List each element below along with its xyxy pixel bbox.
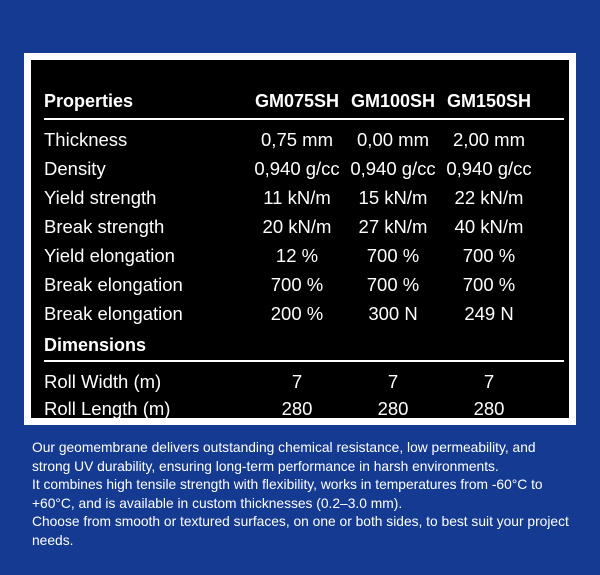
- row-value: 7: [387, 371, 399, 392]
- header-col-gm075sh: GM075SH: [254, 90, 340, 111]
- product-description: [32, 439, 572, 551]
- row-value: 280: [473, 398, 505, 419]
- spec-table: [31, 60, 569, 418]
- table-row: [44, 185, 564, 211]
- row-value: 27 kN/m: [358, 216, 428, 237]
- row-label: Break elongation: [44, 303, 183, 324]
- row-value: 7: [291, 371, 303, 392]
- row-label: Yield strength: [44, 187, 157, 208]
- table-header-row: [44, 88, 564, 114]
- row-label: Break elongation: [44, 274, 183, 295]
- row-label: Roll Length (m): [44, 398, 171, 419]
- row-value: 0,940 g/cc: [350, 158, 436, 179]
- row-label: Break strength: [44, 216, 165, 237]
- table-row: [44, 214, 564, 240]
- description-paragraph: Choose from smooth or textured surfaces, on one or both sides, to best suit your project needs.: [32, 514, 569, 548]
- dimensions-heading-row: [44, 332, 564, 358]
- row-value: 0,00 mm: [357, 129, 429, 150]
- row-label: Density: [44, 158, 106, 179]
- row-value: 700 %: [270, 274, 324, 295]
- dimensions-heading: Dimensions: [44, 334, 147, 355]
- table-row: [44, 369, 564, 395]
- row-value: 11 kN/m: [263, 187, 331, 208]
- row-value: 700 %: [462, 245, 516, 266]
- row-value: 0,940 g/cc: [446, 158, 532, 179]
- table-row: [44, 272, 564, 298]
- row-label: Yield elongation: [44, 245, 175, 266]
- table-row: [44, 396, 564, 422]
- header-col-gm150sh: GM150SH: [446, 90, 532, 111]
- row-value: 700 %: [462, 274, 516, 295]
- description-paragraph: Our geomembrane delivers outstanding chemical resistance, low permeability, and strong UV durability, ensuring long-term performance in harsh environments.: [32, 440, 536, 474]
- row-value: 0,940 g/cc: [254, 158, 340, 179]
- row-value: 12 %: [275, 245, 319, 266]
- table-row: [44, 156, 564, 182]
- row-value: 200 %: [270, 303, 324, 324]
- row-value: 7: [483, 371, 495, 392]
- row-value: 15 kN/m: [358, 187, 428, 208]
- description-paragraph: It combines high tensile strength with flexibility, works in temperatures from -60°C to +60°C, and is available in custom thicknesses (0.2–3.0 mm).: [32, 477, 543, 511]
- row-value: 40 kN/m: [454, 216, 524, 237]
- table-row: [44, 243, 564, 269]
- row-value: 22 kN/m: [454, 187, 524, 208]
- header-divider: [44, 118, 564, 120]
- row-value: 700 %: [366, 245, 420, 266]
- row-value: 700 %: [366, 274, 420, 295]
- dimensions-divider: [44, 360, 564, 362]
- row-value: 249 N: [464, 303, 514, 324]
- table-row: [44, 127, 564, 153]
- row-label: Roll Width (m): [44, 371, 162, 392]
- header-col-gm100sh: GM100SH: [350, 90, 436, 111]
- row-value: 300 N: [368, 303, 418, 324]
- row-label: Thickness: [44, 129, 128, 150]
- row-value: 280: [281, 398, 313, 419]
- header-properties-label: Properties: [44, 90, 134, 111]
- row-value: 2,00 mm: [453, 129, 525, 150]
- row-value: 280: [377, 398, 409, 419]
- row-value: 0,75 mm: [261, 129, 333, 150]
- spec-table-card: [24, 53, 576, 425]
- row-value: 20 kN/m: [262, 216, 332, 237]
- table-row: [44, 301, 564, 327]
